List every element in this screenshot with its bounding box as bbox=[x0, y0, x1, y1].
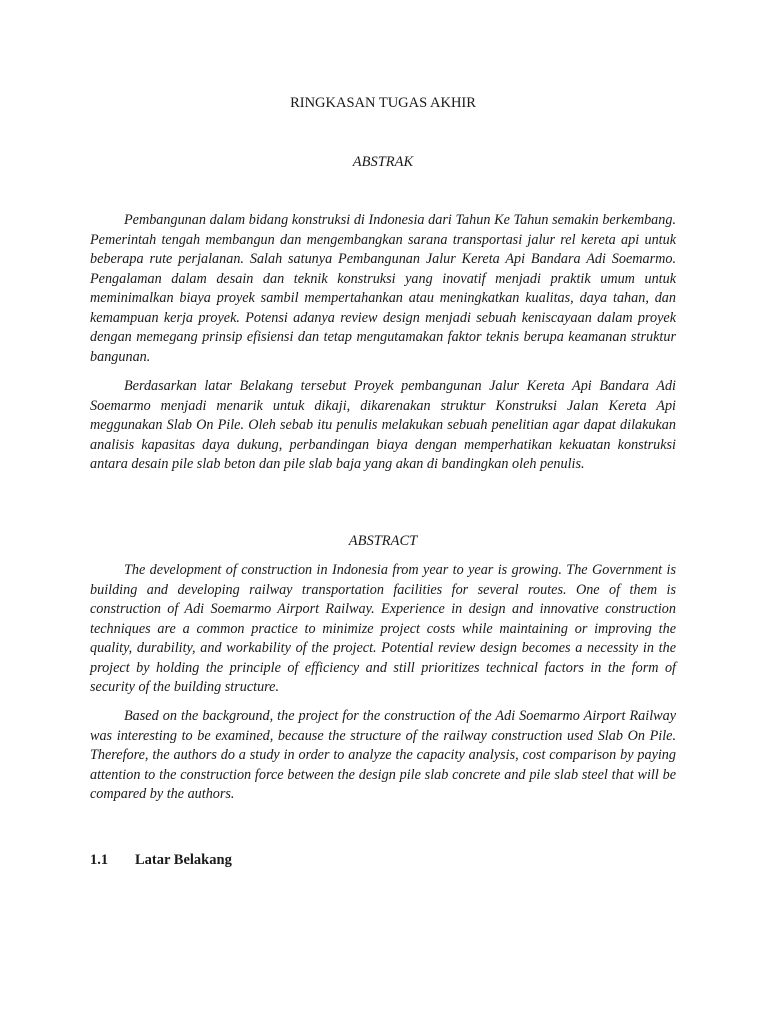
document-title: RINGKASAN TUGAS AKHIR bbox=[290, 95, 476, 111]
abstract-paragraph-1: The development of construction in Indonesia from year to year is growing. The Government is building and developing railway transportation facilities for several routes. One of them is construction of Adi Soemarmo Airport Railway. Experience in design and innovative construction techniques are a common practice to minimize project costs while maintaining or improving the quality, durability, and workability of the project. Potential review design becomes a necessity in the project by holding the principle of efficiency and still prioritizes technical factors in the form of security of the building structure. bbox=[90, 562, 676, 695]
section-heading bbox=[90, 850, 676, 870]
abstrak-paragraph-1: Pembangunan dalam bidang konstruksi di Indonesia dari Tahun Ke Tahun semakin berkembang. Pemerintah tengah membangun dan mengembangkan sarana transportasi jalur rel kereta api untuk beberapa rute perjalanan. Salah satunya Pembangunan Jalur Kereta Api Bandara Adi Soemarmo. Pengalaman dalam desain dan teknik konstruksi yang inovatif menjadi praktik umum untuk meminimalkan biaya proyek sambil mempertahankan atau meningkatkan kualitas, daya tahan, dan kemampuan kerja proyek. Potensi adanya review design menjadi sebuah keniscayaan dalam proyek dengan memegang prinsip efisiensi dan tetap mengutamakan faktor teknis berupa keamanan struktur bangunan. bbox=[90, 212, 676, 365]
section-number: 1.1 bbox=[90, 852, 109, 868]
document-page bbox=[90, 0, 676, 1024]
abstract-paragraph-2: Based on the background, the project for the construction of the Adi Soemarmo Airport Railway was interesting to be examined, because the structure of the railway construction used Slab On Pile. Therefore, the authors do a study in order to analyze the capacity analysis, cost comparison by paying attention to the construction force between the design pile slab concrete and pile slab steel that will be compared by the authors. bbox=[90, 708, 676, 802]
abstrak-heading: ABSTRAK bbox=[352, 154, 414, 170]
section-title: Latar Belakang bbox=[135, 852, 232, 868]
abstrak-paragraph-2: Berdasarkan latar Belakang tersebut Proyek pembangunan Jalur Kereta Api Bandara Adi Soemarmo menjadi menarik untuk dikaji, dikarenakan struktur Konstruksi Jalan Kereta Api meggunakan Slab On Pile. Oleh sebab itu penulis melakukan sebuah penelitian agar dapat dilakukan analisis kapasitas daya dukung, perbandingan biaya dengan memperhatikan kekuatan konstruksi antara desain pile slab beton dan pile slab baja yang akan di bandingkan oleh penulis. bbox=[90, 378, 676, 472]
abstract-heading: ABSTRACT bbox=[348, 533, 418, 549]
